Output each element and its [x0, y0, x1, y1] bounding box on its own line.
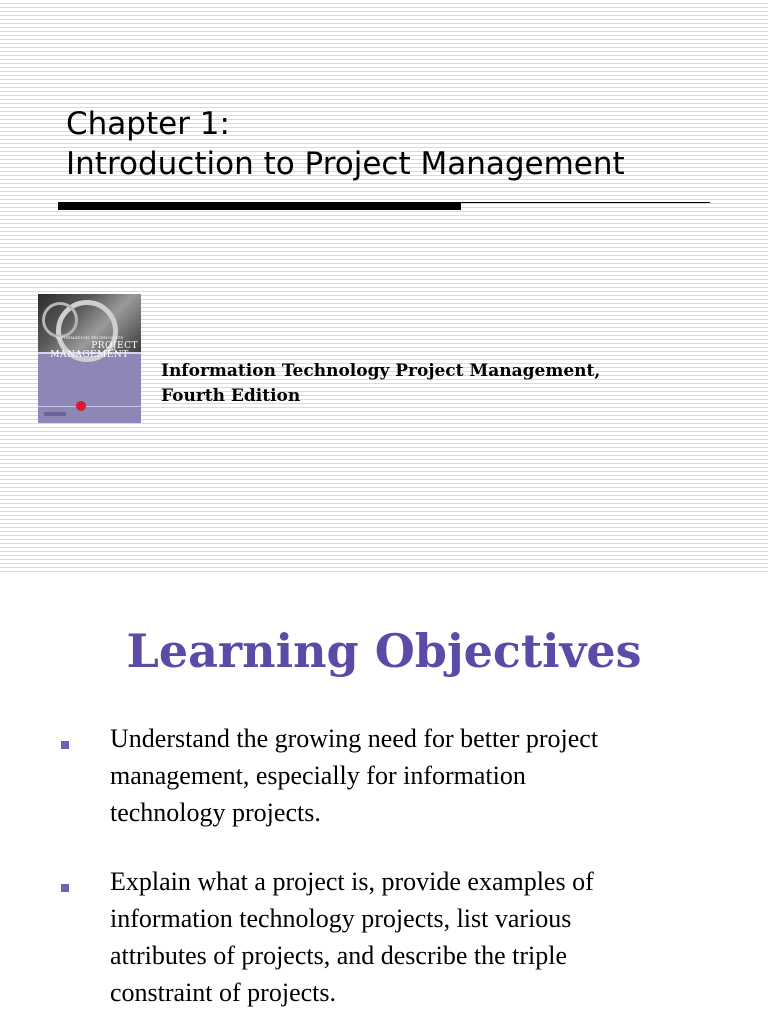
book-cover-image — [38, 294, 141, 423]
title-underline-thick — [58, 202, 461, 210]
cover-series-text: INFORMATION TECHNOLOGY — [55, 335, 124, 340]
bullet-text — [110, 863, 700, 1011]
cover-management-text: MANAGEMENT — [50, 350, 129, 360]
bullet-line: management, especially for information — [110, 761, 526, 790]
bullet-line: technology projects. — [110, 798, 321, 827]
bullet-text — [110, 720, 700, 831]
bullet-line: attributes of projects, and describe the triple — [110, 941, 568, 970]
bullet-line: constraint of projects. — [110, 978, 336, 1007]
slide-heading: Learning Objectives — [126, 624, 642, 678]
square-bullet-icon — [61, 741, 69, 749]
cover-project-text: PROJECT — [91, 341, 138, 351]
title-underline-thin — [461, 202, 710, 203]
bullet-line: Explain what a project is, provide examples of — [110, 867, 594, 896]
bullet-line: Understand the growing need for better project — [110, 724, 599, 753]
chapter-title — [66, 104, 625, 184]
cover-gear-shape — [42, 302, 78, 338]
book-title — [161, 359, 600, 409]
learning-objectives-slide — [0, 575, 768, 1024]
chapter-number: Chapter 1: — [66, 106, 230, 142]
chapter-name: Introduction to Project Management — [66, 146, 625, 182]
book-title-line-2: Fourth Edition — [161, 386, 301, 406]
bullet-line: information technology projects, list various — [110, 904, 572, 933]
square-bullet-icon — [61, 884, 69, 892]
cover-red-dot — [76, 401, 86, 411]
book-title-line-1: Information Technology Project Management, — [161, 361, 601, 381]
cover-publisher-mark — [44, 412, 66, 416]
cover-line — [38, 406, 141, 407]
